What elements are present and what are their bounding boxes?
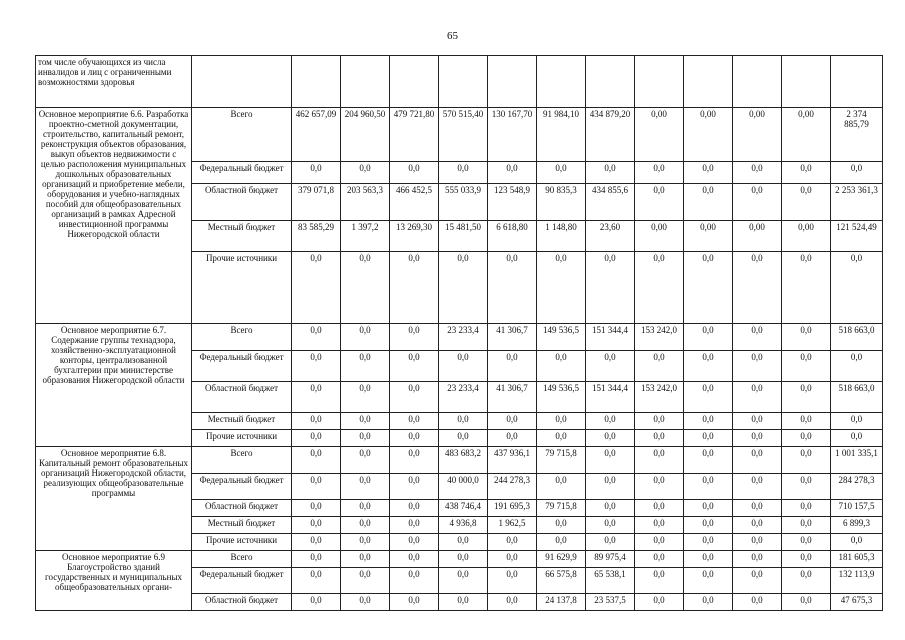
value-cell: 41 306,7 [488,382,537,413]
value-cell: 0,0 [439,430,488,447]
value-cell: 0,0 [782,474,831,500]
value-cell: 438 746,4 [439,500,488,517]
funding-source: Всего [192,324,292,351]
value-cell: 0,0 [341,252,390,324]
empty-cell [341,56,390,108]
value-cell: 0,0 [635,474,684,500]
budget-table [35,55,883,611]
value-cell: 0,0 [586,447,635,474]
value-cell: 0,0 [390,594,439,611]
total-value-cell: 0,0 [831,162,883,184]
value-cell: 466 452,5 [390,184,439,221]
value-cell: 0,0 [292,517,341,534]
value-cell: 244 278,3 [488,474,537,500]
funding-source: Всего [192,108,292,162]
event-description: Основное мероприятие 6.9 Благоустройство зданий государственных и муниципальных общеобразовательных органи- [36,551,192,611]
value-cell: 40 000,0 [439,474,488,500]
table-row [36,447,883,474]
value-cell: 0,0 [390,351,439,382]
value-cell: 0,0 [390,430,439,447]
page-number: 65 [447,30,458,42]
value-cell: 0,0 [292,162,341,184]
value-cell: 151 344,4 [586,382,635,413]
value-cell: 0,0 [733,351,782,382]
value-cell: 0,0 [586,517,635,534]
value-cell: 66 575,8 [537,568,586,594]
value-cell: 0,0 [537,252,586,324]
empty-cell [537,56,586,108]
value-cell: 0,00 [733,221,782,252]
value-cell: 0,0 [733,551,782,568]
value-cell: 0,0 [586,474,635,500]
value-cell: 0,0 [782,324,831,351]
value-cell: 0,0 [733,447,782,474]
value-cell: 0,0 [635,252,684,324]
value-cell: 0,0 [782,252,831,324]
value-cell: 0,0 [390,447,439,474]
total-value-cell: 1 001 335,1 [831,447,883,474]
value-cell: 0,0 [635,500,684,517]
value-cell: 0,0 [292,430,341,447]
value-cell: 0,0 [341,430,390,447]
value-cell: 437 936,1 [488,447,537,474]
value-cell: 0,0 [341,551,390,568]
value-cell: 0,0 [684,474,733,500]
value-cell: 0,0 [341,500,390,517]
value-cell: 434 879,20 [586,108,635,162]
value-cell: 0,0 [635,517,684,534]
value-cell: 462 657,09 [292,108,341,162]
value-cell: 0,0 [733,474,782,500]
value-cell: 0,0 [292,413,341,430]
value-cell: 0,0 [341,534,390,551]
total-value-cell: 710 157,5 [831,500,883,517]
value-cell: 0,0 [684,568,733,594]
value-cell: 0,0 [684,184,733,221]
empty-cell [488,56,537,108]
empty-cell [390,56,439,108]
value-cell: 0,0 [635,430,684,447]
value-cell: 0,0 [684,252,733,324]
total-value-cell: 518 663,0 [831,324,883,351]
value-cell: 0,0 [782,430,831,447]
value-cell: 0,0 [782,351,831,382]
value-cell: 0,0 [586,252,635,324]
event-description: Основное мероприятие 6.6. Разработка проектно-сметной документации, строительство, капитальный ремонт, реконструкция объектов образования, выкуп объектов недвижимости с целью расположения муниципальных дошкольных образовательных организаций и приобретение мебели, оборудования и учебно-наглядных пособий для общеобразовательных организаций в рамках Адресной инвестиционной программы Нижегородской области [36,108,192,324]
total-value-cell: 0,0 [831,534,883,551]
value-cell: 0,0 [341,324,390,351]
value-cell: 91 629,9 [537,551,586,568]
value-cell: 191 695,3 [488,500,537,517]
value-cell: 149 536,5 [537,324,586,351]
total-value-cell: 0,0 [831,351,883,382]
value-cell: 0,0 [292,474,341,500]
funding-source: Областной бюджет [192,382,292,413]
value-cell: 0,0 [341,447,390,474]
value-cell: 0,0 [733,430,782,447]
value-cell: 91 984,10 [537,108,586,162]
value-cell: 1 148,80 [537,221,586,252]
value-cell: 0,0 [488,430,537,447]
total-value-cell: 284 278,3 [831,474,883,500]
total-value-cell: 181 605,3 [831,551,883,568]
value-cell: 0,0 [782,517,831,534]
funding-source: Всего [192,551,292,568]
value-cell: 0,0 [537,430,586,447]
funding-source: Областной бюджет [192,500,292,517]
value-cell: 0,0 [488,551,537,568]
value-cell: 0,0 [390,551,439,568]
value-cell: 0,0 [782,551,831,568]
value-cell: 123 548,9 [488,184,537,221]
value-cell: 23 233,4 [439,324,488,351]
value-cell: 0,0 [390,500,439,517]
value-cell: 0,0 [390,517,439,534]
value-cell: 0,0 [488,568,537,594]
value-cell: 0,0 [488,413,537,430]
budget-sheet [35,55,878,605]
value-cell: 41 306,7 [488,324,537,351]
value-cell: 0,0 [341,474,390,500]
value-cell: 0,0 [635,447,684,474]
value-cell: 0,0 [684,447,733,474]
value-cell: 0,0 [635,551,684,568]
total-value-cell: 0,0 [831,430,883,447]
total-value-cell: 6 899,3 [831,517,883,534]
value-cell: 0,0 [390,162,439,184]
value-cell: 4 936,8 [439,517,488,534]
value-cell: 0,0 [341,162,390,184]
empty-cell [192,56,292,108]
value-cell: 434 855,6 [586,184,635,221]
value-cell: 153 242,0 [635,382,684,413]
value-cell: 0,0 [390,252,439,324]
funding-source: Федеральный бюджет [192,351,292,382]
value-cell: 0,0 [684,162,733,184]
value-cell: 0,0 [537,162,586,184]
funding-source: Федеральный бюджет [192,568,292,594]
value-cell: 24 137,8 [537,594,586,611]
value-cell: 0,0 [586,534,635,551]
table-body [36,56,883,611]
value-cell: 0,0 [782,413,831,430]
value-cell: 0,0 [782,382,831,413]
value-cell: 0,0 [684,413,733,430]
funding-source: Местный бюджет [192,221,292,252]
value-cell: 0,0 [292,551,341,568]
value-cell: 0,0 [782,447,831,474]
value-cell: 0,0 [733,413,782,430]
value-cell: 0,0 [635,162,684,184]
value-cell: 0,0 [684,324,733,351]
value-cell: 0,0 [439,551,488,568]
value-cell: 479 721,80 [390,108,439,162]
value-cell: 90 835,3 [537,184,586,221]
value-cell: 0,0 [439,594,488,611]
empty-cell [439,56,488,108]
empty-cell [782,56,831,108]
total-value-cell: 121 524,49 [831,221,883,252]
value-cell: 13 269,30 [390,221,439,252]
value-cell: 83 585,29 [292,221,341,252]
value-cell: 79 715,8 [537,500,586,517]
value-cell: 79 715,8 [537,447,586,474]
value-cell: 0,0 [684,594,733,611]
value-cell: 0,00 [635,221,684,252]
value-cell: 555 033,9 [439,184,488,221]
value-cell: 0,0 [292,568,341,594]
value-cell: 0,0 [635,351,684,382]
value-cell: 0,0 [684,430,733,447]
value-cell: 0,0 [292,447,341,474]
value-cell: 0,0 [733,162,782,184]
value-cell: 0,0 [635,534,684,551]
value-cell: 0,0 [684,551,733,568]
value-cell: 0,0 [586,162,635,184]
value-cell: 0,0 [292,382,341,413]
value-cell: 0,0 [439,413,488,430]
value-cell: 153 242,0 [635,324,684,351]
funding-source: Областной бюджет [192,594,292,611]
value-cell: 89 975,4 [586,551,635,568]
value-cell: 483 683,2 [439,447,488,474]
value-cell: 0,0 [341,568,390,594]
value-cell: 0,0 [390,534,439,551]
total-value-cell: 2 253 361,3 [831,184,883,221]
value-cell: 0,0 [733,594,782,611]
top-note-cell: том числе обучающихся из числа инвалидов и лиц с ограниченными возможностями здоровья [36,56,192,108]
value-cell: 0,0 [586,351,635,382]
value-cell: 0,0 [684,382,733,413]
value-cell: 0,0 [439,534,488,551]
value-cell: 379 071,8 [292,184,341,221]
value-cell: 0,0 [537,351,586,382]
value-cell: 0,0 [292,594,341,611]
value-cell: 0,0 [782,568,831,594]
value-cell: 0,0 [733,500,782,517]
value-cell: 0,0 [733,534,782,551]
value-cell: 0,0 [537,474,586,500]
value-cell: 1 962,5 [488,517,537,534]
table-row [36,551,883,568]
value-cell: 149 536,5 [537,382,586,413]
value-cell: 0,00 [782,108,831,162]
table-row-top-note [36,56,883,108]
table-row [36,324,883,351]
value-cell: 0,0 [635,568,684,594]
value-cell: 0,0 [635,413,684,430]
total-value-cell: 0,0 [831,413,883,430]
table-row [36,108,883,162]
value-cell: 0,0 [488,534,537,551]
value-cell: 6 618,80 [488,221,537,252]
value-cell: 0,0 [292,500,341,517]
funding-source: Прочие источники [192,534,292,551]
value-cell: 0,0 [390,413,439,430]
value-cell: 0,0 [782,534,831,551]
value-cell: 0,0 [537,413,586,430]
value-cell: 15 481,50 [439,221,488,252]
value-cell: 0,0 [341,413,390,430]
value-cell: 0,0 [341,351,390,382]
value-cell: 23 233,4 [439,382,488,413]
value-cell: 0,0 [635,594,684,611]
value-cell: 0,00 [684,108,733,162]
value-cell: 0,0 [537,517,586,534]
value-cell: 65 538,1 [586,568,635,594]
total-value-cell: 2 374 885,79 [831,108,883,162]
value-cell: 0,0 [733,382,782,413]
value-cell: 0,00 [782,221,831,252]
value-cell: 0,0 [684,351,733,382]
value-cell: 0,0 [439,252,488,324]
funding-source: Прочие источники [192,430,292,447]
event-description: Основное мероприятие 6.7. Содержание группы технадзора, хозяйственно-эксплуатационной конторы, централизованной бухгалтерии при министерстве образования Нижегородской области [36,324,192,447]
value-cell: 570 515,40 [439,108,488,162]
funding-source: Прочие источники [192,252,292,324]
value-cell: 0,00 [684,221,733,252]
value-cell: 0,0 [292,534,341,551]
empty-cell [831,56,883,108]
value-cell: 0,0 [782,500,831,517]
value-cell: 0,0 [439,162,488,184]
value-cell: 0,0 [439,568,488,594]
funding-source: Областной бюджет [192,184,292,221]
value-cell: 0,0 [733,184,782,221]
value-cell: 0,0 [488,252,537,324]
value-cell: 130 167,70 [488,108,537,162]
value-cell: 0,0 [537,534,586,551]
value-cell: 0,0 [733,324,782,351]
value-cell: 203 563,3 [341,184,390,221]
value-cell: 0,0 [782,594,831,611]
value-cell: 0,0 [390,324,439,351]
value-cell: 0,0 [782,162,831,184]
value-cell: 0,0 [390,568,439,594]
value-cell: 0,00 [733,108,782,162]
value-cell: 0,0 [341,517,390,534]
value-cell: 0,0 [292,351,341,382]
value-cell: 151 344,4 [586,324,635,351]
empty-cell [635,56,684,108]
value-cell: 0,0 [782,184,831,221]
value-cell: 0,0 [733,517,782,534]
value-cell: 0,0 [488,162,537,184]
total-value-cell: 132 113,9 [831,568,883,594]
funding-source: Федеральный бюджет [192,474,292,500]
value-cell: 0,00 [635,108,684,162]
value-cell: 1 397,2 [341,221,390,252]
value-cell: 0,0 [586,430,635,447]
value-cell: 0,0 [292,324,341,351]
value-cell: 0,0 [684,500,733,517]
event-description: Основное мероприятие 6.8. Капитальный ремонт образовательных организаций Нижегородской области, реализующих общеобразовательные программы [36,447,192,551]
total-value-cell: 0,0 [831,252,883,324]
value-cell: 0,0 [635,184,684,221]
value-cell: 0,0 [684,517,733,534]
value-cell: 0,0 [488,594,537,611]
value-cell: 23 537,5 [586,594,635,611]
total-value-cell: 518 663,0 [831,382,883,413]
empty-cell [733,56,782,108]
value-cell: 0,0 [390,474,439,500]
value-cell: 204 960,50 [341,108,390,162]
value-cell: 0,0 [733,568,782,594]
value-cell: 0,0 [439,351,488,382]
empty-cell [586,56,635,108]
funding-source: Местный бюджет [192,413,292,430]
value-cell: 23,60 [586,221,635,252]
value-cell: 0,0 [341,594,390,611]
value-cell: 0,0 [586,500,635,517]
value-cell: 0,0 [292,252,341,324]
funding-source: Местный бюджет [192,517,292,534]
empty-cell [292,56,341,108]
total-value-cell: 47 675,3 [831,594,883,611]
value-cell: 0,0 [733,252,782,324]
empty-cell [684,56,733,108]
value-cell: 0,0 [390,382,439,413]
funding-source: Федеральный бюджет [192,162,292,184]
funding-source: Всего [192,447,292,474]
value-cell: 0,0 [341,382,390,413]
value-cell: 0,0 [684,534,733,551]
value-cell: 0,0 [488,351,537,382]
value-cell: 0,0 [586,413,635,430]
